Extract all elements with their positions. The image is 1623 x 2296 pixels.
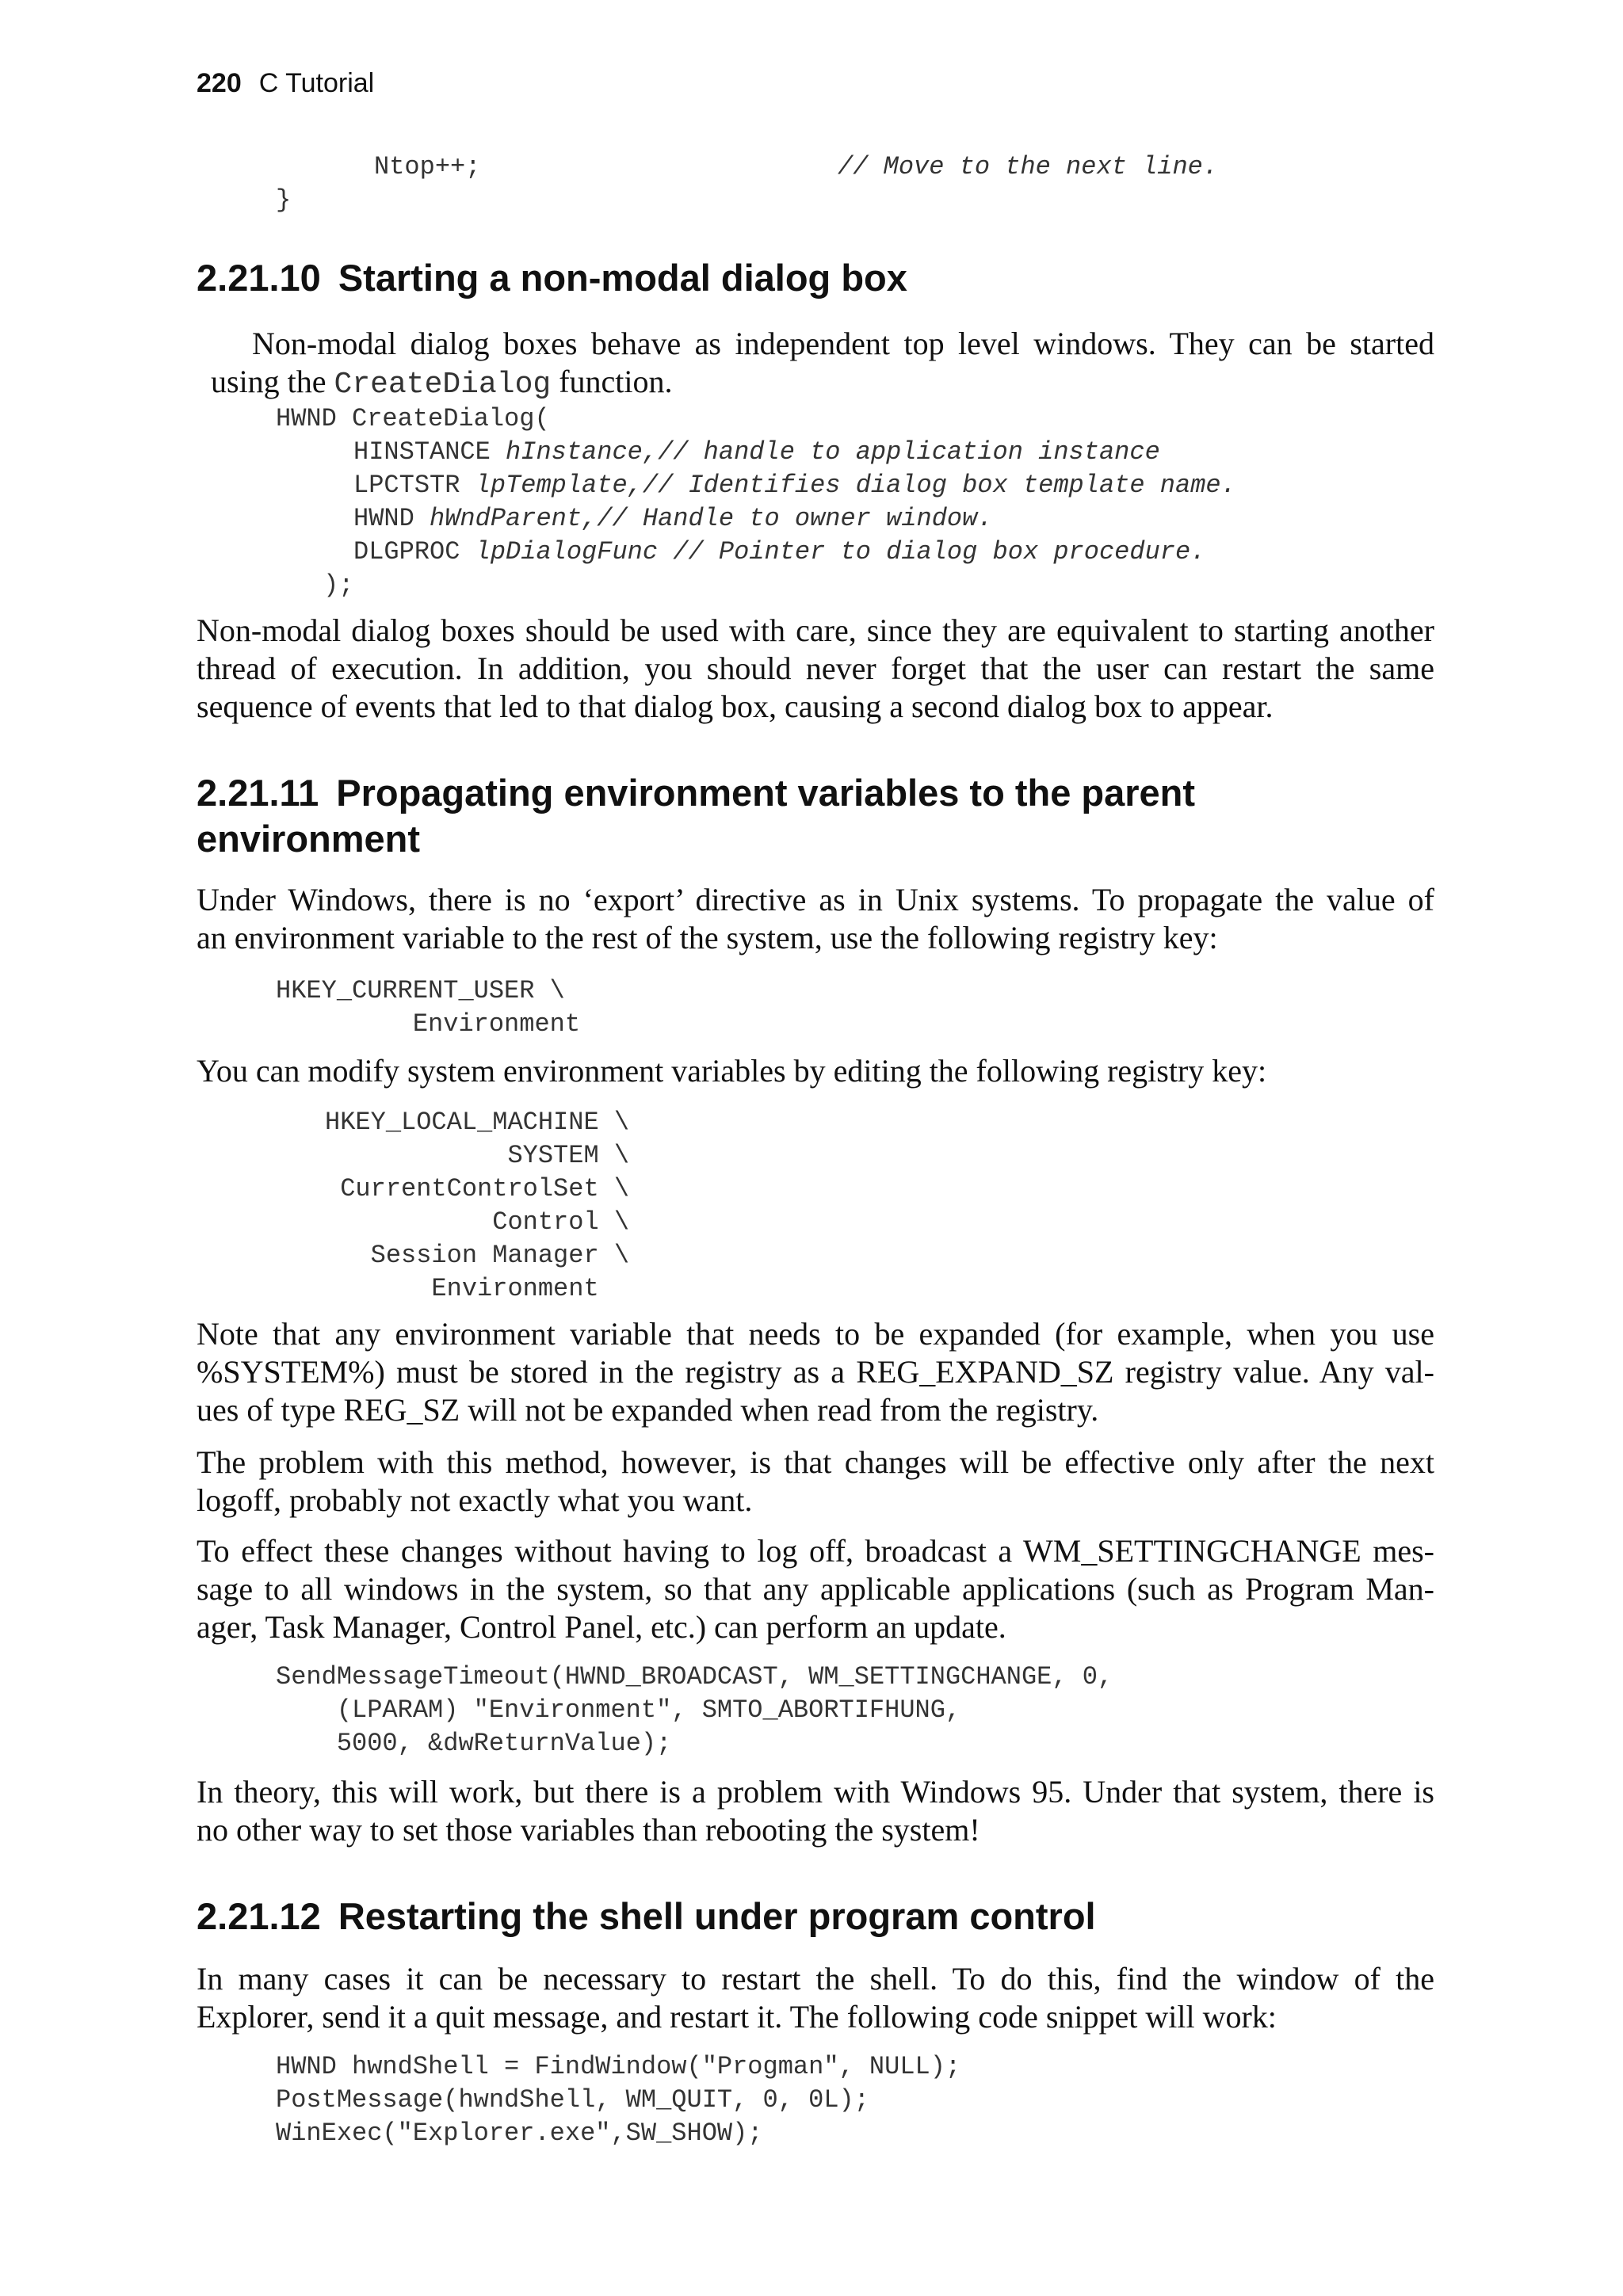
code-line: Control \ bbox=[325, 1207, 630, 1237]
code-line: } bbox=[276, 185, 292, 215]
paragraph: You can modify system environment variables by editing the following registry key: bbox=[197, 1053, 1267, 1089]
page-number: 220 bbox=[197, 68, 242, 98]
paragraph: Under Windows, there is no ‘export’ directive as in Unix systems. To propagate the value of an environment variable to the rest of the system, use the following registry key: bbox=[197, 882, 1434, 955]
code-line: HWND hWndParent,// Handle to owner window. bbox=[353, 504, 993, 533]
paragraph: Non-modal dialog boxes behave as independent top level windows. They can be started bbox=[252, 326, 1434, 361]
paragraph: To effect these changes without having to log off, broadcast a WM_SETTINGCHANGE mes- sage to all windows in the system, so that any applicable applications (such as Program Man- ager, Task Manager, Control Panel, etc.) can perform an update. bbox=[197, 1533, 1434, 1645]
code-line: HINSTANCE hInstance,// handle to application instance bbox=[353, 437, 1160, 467]
code-line: SYSTEM \ bbox=[325, 1141, 630, 1170]
code-line: PostMessage(hwndShell, WM_QUIT, 0, 0L); bbox=[276, 2085, 869, 2115]
code-line: DLGPROC lpDialogFunc // Pointer to dialog box procedure. bbox=[353, 537, 1206, 566]
code-line: HWND hwndShell = FindWindow("Progman", NULL); bbox=[276, 2052, 961, 2081]
code-line: Ntop++; bbox=[374, 152, 481, 181]
code-line: HKEY_LOCAL_MACHINE \ bbox=[325, 1108, 630, 1137]
paragraph: Non-modal dialog boxes should be used with care, since they are equivalent to starting another thread of execution. In addition, you should never forget that the user can restart the same sequence of events that led to that dialog box, causing a second dialog box to appear. bbox=[197, 612, 1434, 724]
code-line: WinExec("Explorer.exe",SW_SHOW); bbox=[276, 2119, 763, 2148]
paragraph: In theory, this will work, but there is a problem with Windows 95. Under that system, there is no other way to set those variables than rebooting the system! bbox=[197, 1774, 1434, 1848]
code-comment: // Move to the next line. bbox=[838, 152, 1219, 181]
code-line: 5000, &dwReturnValue); bbox=[276, 1729, 672, 1758]
section-heading: 2.21.10 Starting a non-modal dialog box bbox=[197, 257, 907, 299]
paragraph: Note that any environment variable that needs to be expanded (for example, when you use %SYSTEM%) must be stored in the registry as a REG_EXPAND_SZ registry value. Any val- ues of type REG_SZ will not be expanded when read from the registry. bbox=[197, 1316, 1434, 1428]
section-heading: 2.21.11 Propagating environment variables to the parent environment bbox=[197, 772, 1196, 860]
code-line: CurrentControlSet \ bbox=[325, 1174, 630, 1203]
code-line: Environment bbox=[325, 1274, 599, 1303]
paragraph: In many cases it can be necessary to restart the shell. To do this, find the window of the Explorer, send it a quit message, and restart it. The following code snippet will work: bbox=[197, 1961, 1434, 2035]
paragraph: using the CreateDialog function. bbox=[211, 364, 673, 402]
paragraph: The problem with this method, however, is that changes will be effective only after the next logoff, probably not exactly what you want. bbox=[197, 1444, 1434, 1518]
running-title: C Tutorial bbox=[258, 68, 375, 98]
running-header bbox=[197, 68, 374, 99]
inline-code: CreateDialog bbox=[334, 368, 552, 402]
code-line: LPCTSTR lpTemplate,// Identifies dialog box template name. bbox=[353, 471, 1236, 500]
section-heading: 2.21.12 Restarting the shell under program control bbox=[197, 1895, 1096, 1937]
code-line: ); bbox=[323, 570, 354, 600]
code-line: Environment bbox=[276, 1009, 581, 1039]
code-line: HKEY_CURRENT_USER \ bbox=[276, 976, 565, 1005]
code-line: (LPARAM) "Environment", SMTO_ABORTIFHUNG, bbox=[276, 1695, 961, 1725]
code-line: Session Manager \ bbox=[325, 1241, 630, 1270]
code-line: HWND CreateDialog( bbox=[276, 404, 550, 433]
code-line: SendMessageTimeout(HWND_BROADCAST, WM_SETTINGCHANGE, 0, bbox=[276, 1662, 1113, 1691]
